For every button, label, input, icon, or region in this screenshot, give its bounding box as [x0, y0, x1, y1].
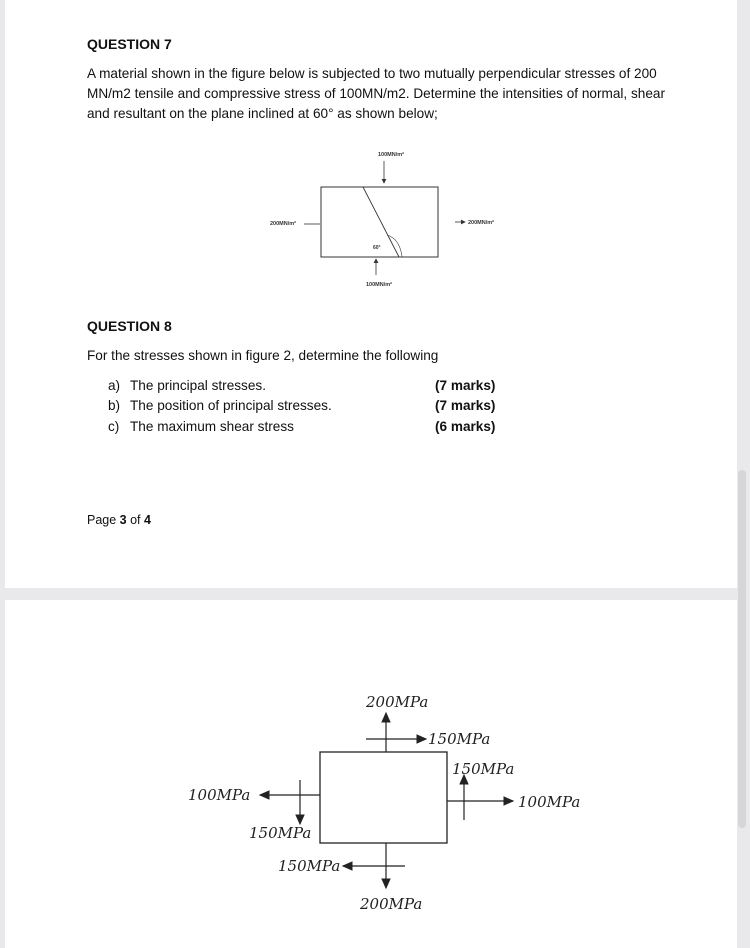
fig1-right-label: 200MN/m²	[468, 220, 494, 226]
fig2-top-shear-label: 150MPa	[428, 730, 491, 748]
question-8-intro: For the stresses shown in figure 2, determine the following	[87, 348, 439, 363]
list-item-marks: (6 marks)	[435, 419, 496, 434]
fig1-left-label: 200MN/m²	[270, 221, 296, 227]
list-item-text: The maximum shear stress	[130, 419, 294, 434]
fig2-right-shear-label: 150MPa	[452, 760, 515, 778]
fig2-element-box	[320, 752, 447, 843]
page-number-prefix: Page	[87, 513, 120, 527]
page-number-of: of	[126, 513, 144, 527]
page-number-total: 4	[144, 513, 151, 527]
question-7-title: QUESTION 7	[87, 36, 172, 52]
list-item	[108, 378, 266, 393]
fig1-top-label: 100MN/m²	[378, 152, 404, 158]
list-item-label: c)	[108, 419, 120, 434]
list-item-marks: (7 marks)	[435, 378, 496, 393]
question-8-title: QUESTION 8	[87, 318, 172, 334]
question-7-line-1: A material shown in the figure below is subjected to two mutually perpendicular stresses of 200	[87, 66, 657, 81]
figure-2-stress-element	[0, 600, 750, 948]
fig1-inclined-plane	[363, 187, 399, 257]
fig2-right-normal-label: 100MPa	[518, 793, 581, 811]
figure-1-stress-element	[260, 145, 520, 290]
list-item-label: a)	[108, 378, 121, 393]
page-number-current: 3	[119, 513, 127, 527]
fig2-left-normal-label: 100MPa	[188, 786, 251, 804]
list-item-marks: (7 marks)	[435, 398, 496, 413]
fig2-top-normal-label: 200MPa	[366, 693, 429, 711]
question-7-line-2: MN/m2 tensile and compressive stress of 100MN/m2. Determine the intensities of normal, shear	[87, 86, 665, 101]
fig1-angle-label: 60°	[373, 245, 381, 251]
page-number	[87, 513, 151, 527]
list-item	[108, 398, 332, 413]
list-item-text: The principal stresses.	[130, 378, 266, 393]
list-item-text: The position of principal stresses.	[130, 398, 332, 413]
fig2-bottom-shear-label: 150MPa	[278, 857, 341, 875]
list-item-label: b)	[108, 398, 121, 413]
list-item	[108, 419, 294, 434]
question-7-line-3: and resultant on the plane inclined at 60° as shown below;	[87, 106, 438, 121]
fig1-bottom-label: 100MN/m²	[366, 282, 392, 288]
fig2-bottom-normal-label: 200MPa	[360, 895, 423, 913]
fig2-left-shear-label: 150MPa	[249, 824, 312, 842]
